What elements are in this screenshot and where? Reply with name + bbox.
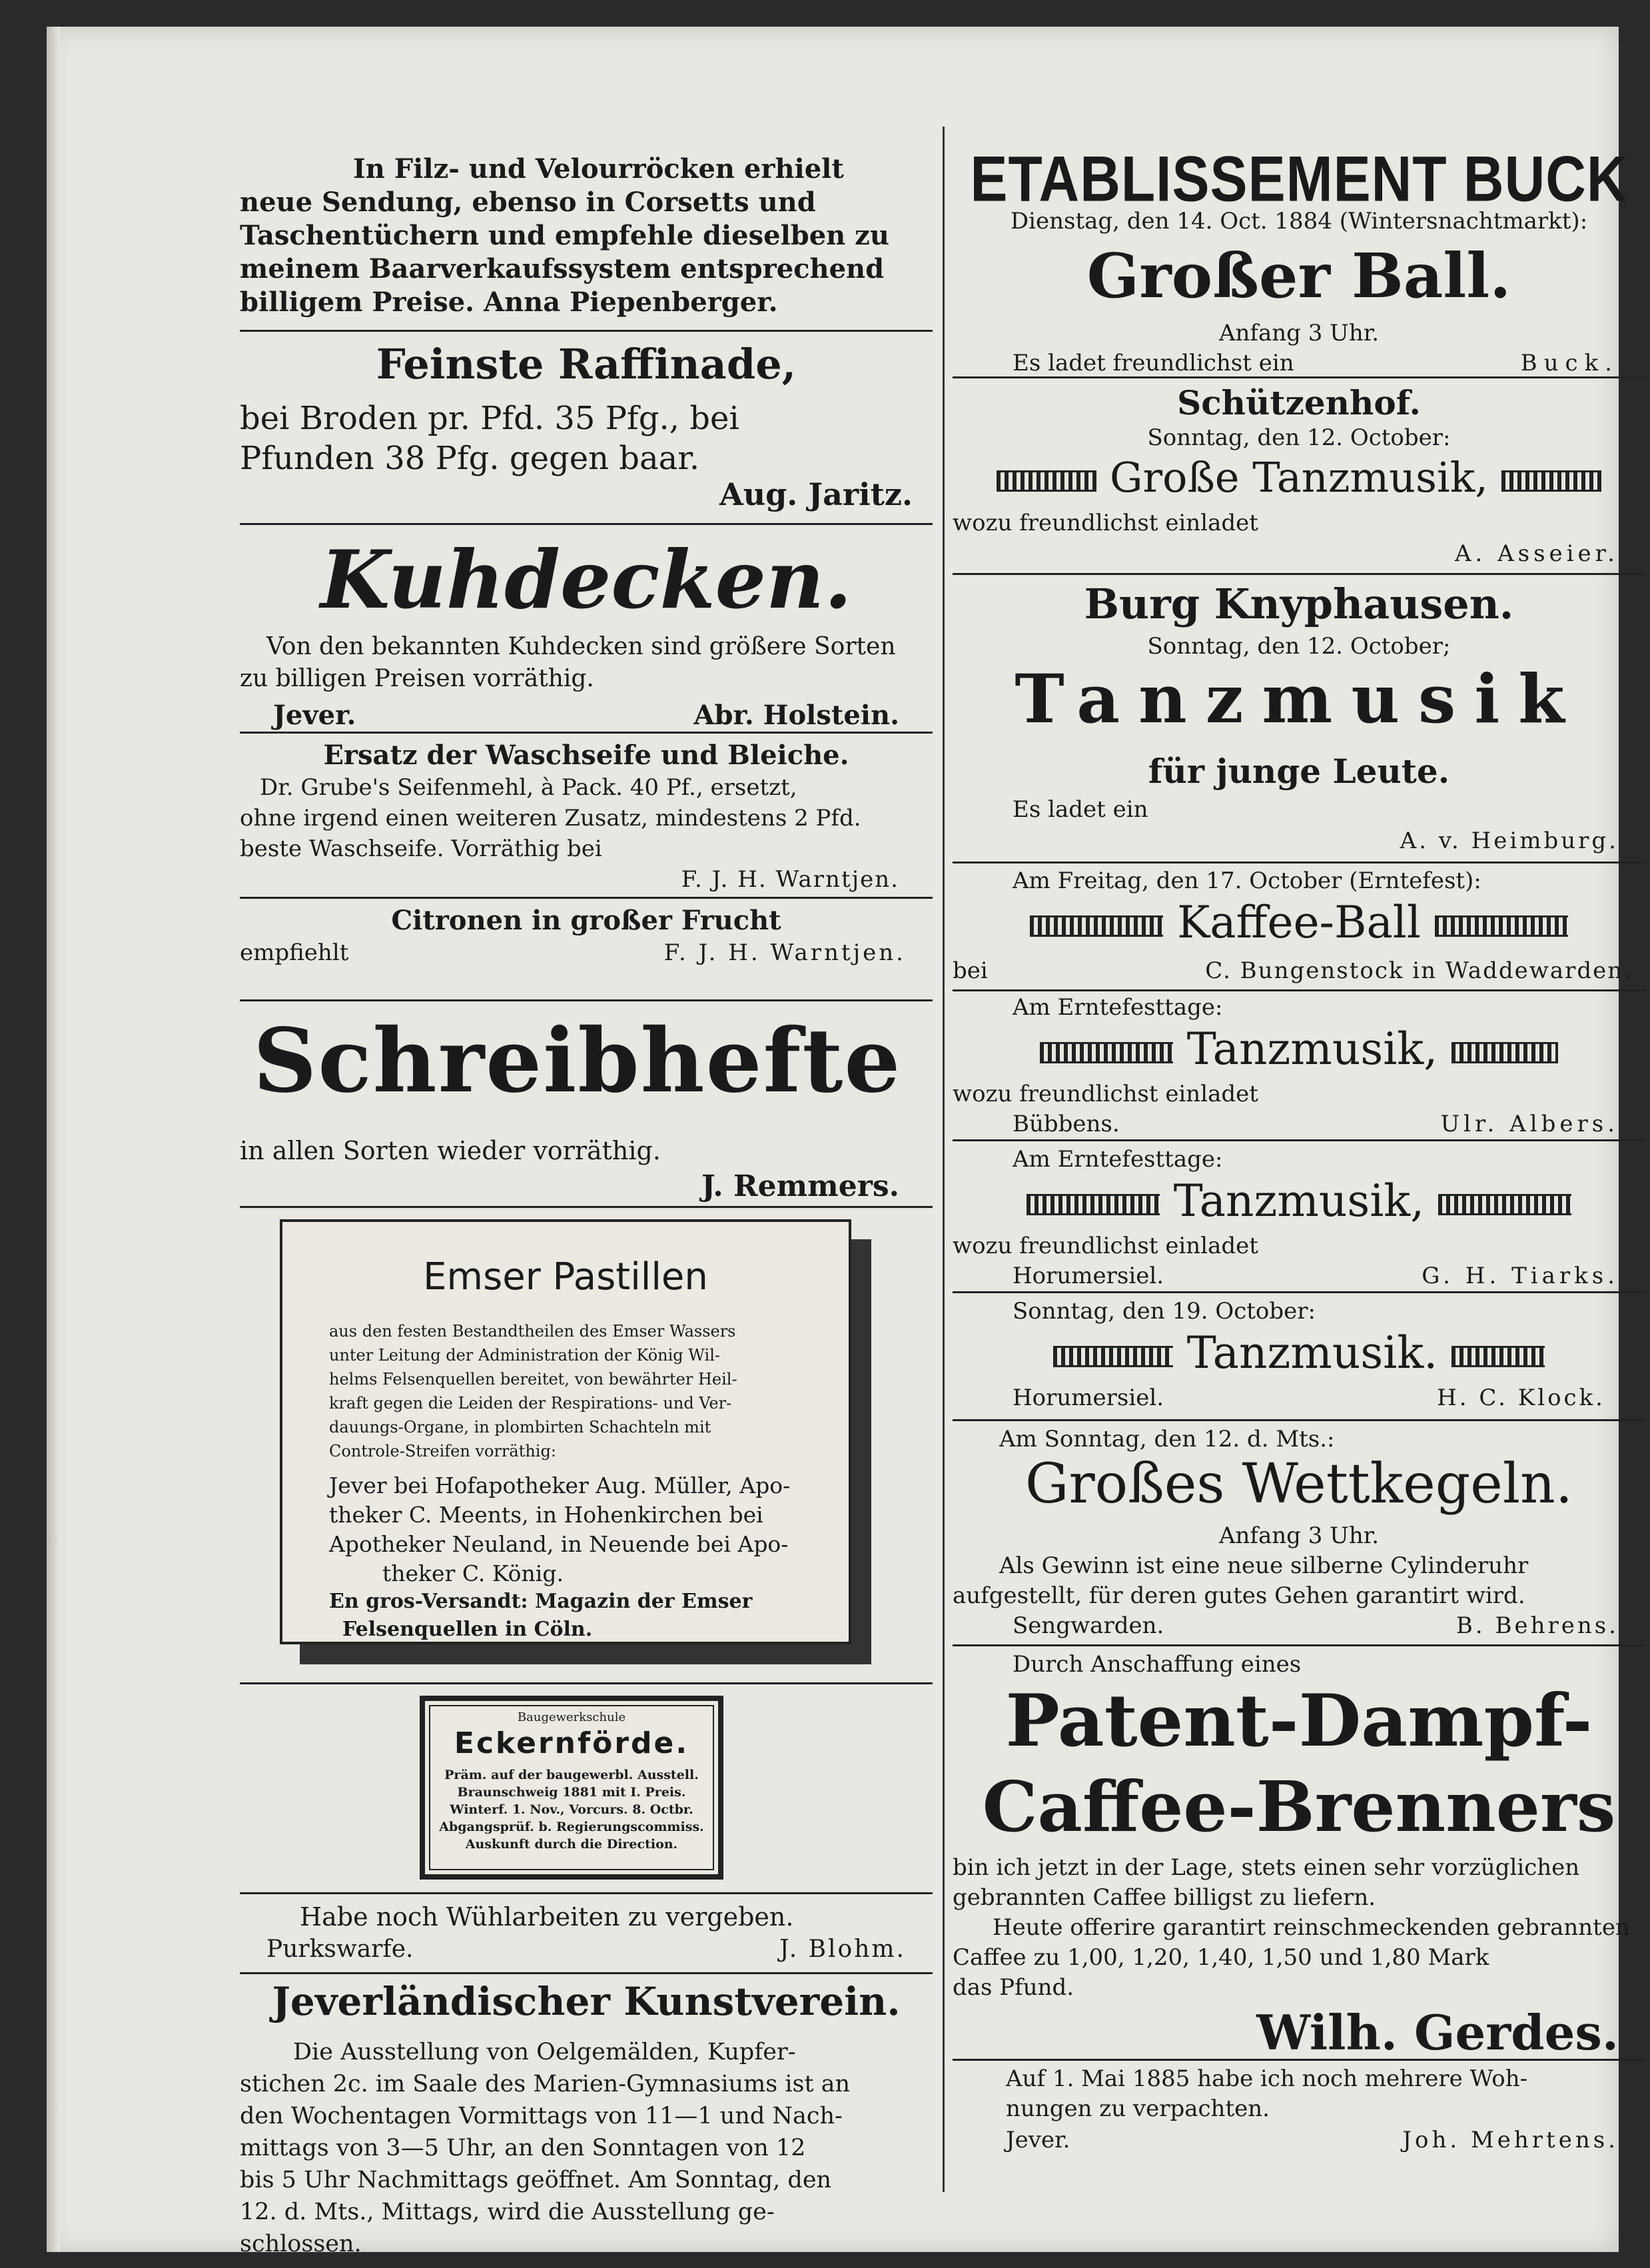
separator [240,330,933,332]
right-column [953,120,1645,2212]
separator [953,1419,1645,1421]
ad-event [953,1023,1645,1075]
ad-line: beste Waschseife. Vorräthig bei [240,836,602,862]
ad-line: unter Leitung der Administration der König Wil- [329,1346,720,1365]
ad-line: Jever bei Hofapotheker Aug. Müller, Apo- [329,1472,791,1498]
ad-line: In Filz- und Velourröcken erhielt [353,153,844,185]
ad-place: Sengwarden. [1013,1612,1164,1639]
ad-title: ETABLISSEMENT BUCK [970,142,1628,215]
ad-line: bei Broden pr. Pfd. 35 Pfg., bei [240,400,739,437]
ad-signature: G. H. Tiarks. [1422,1263,1619,1289]
event-text: Tanzmusik, [1173,1175,1425,1227]
ad-kunstverein [240,1979,933,2259]
ad-line: bis 5 Uhr Nachmittags geöffnet. Am Sonntag, den [240,2167,832,2193]
ad-line: den Wochentagen Vormittags von 11—1 und Nach- [240,2103,843,2129]
event-text: Tanzmusik, [1186,1023,1438,1075]
ad-line: Auf 1. Mai 1885 habe ich noch mehrere Woh- [1006,2065,1528,2092]
ad-burg-knyphausen [953,580,1645,859]
ad-title: Eckernförde. [454,1726,689,1760]
ad-line: billigem Preise. Anna Piepenberger. [240,286,778,318]
ad-line: Taschentüchern und empfehle dieselben zu [240,220,889,251]
ad-line: das Pfund. [953,1974,1074,2001]
ad-event [953,897,1645,948]
ad-title: Emser Pastillen [423,1255,708,1299]
ornament-right [1501,470,1601,492]
ornament-right [1451,1042,1558,1063]
ad-line: Sonntag, den 12. October; [1147,633,1451,660]
ad-line: Sonntag, den 19. October: [1013,1298,1316,1325]
separator [953,2059,1645,2061]
ad-signature: H. C. Klock. [1437,1385,1605,1411]
ad-line: Am Sonntag, den 12. d. Mts.: [999,1426,1335,1452]
ad-gerdes [953,1651,1645,2064]
ad-line: wozu freundlichst einladet [953,510,1258,536]
ad-line: gebrannten Caffee billigst zu liefern. [953,1884,1376,1911]
ad-line: Am Erntefesttage: [1013,1146,1223,1173]
ad-line: mittags von 3—5 Uhr, an den Sonntagen von 12 [240,2135,806,2161]
ornament-right [1451,1346,1545,1367]
ad-mehrtens [953,2065,1645,2172]
separator [240,1892,933,1894]
ad-raffinade [240,340,933,512]
ad-line: schlossen. [240,2231,362,2257]
ad-line: bei [953,957,988,984]
ad-line: theker C. Meents, in Hohenkirchen bei [329,1502,763,1528]
ad-place: Jever. [1006,2127,1070,2153]
ad-place: Jever. [273,700,356,731]
ad-event: Großes Wettkegeln. [1025,1452,1573,1516]
ad-line: 12. d. Mts., Mittags, wird die Ausstellung ge- [240,2199,775,2225]
ornament-left [1027,1194,1160,1215]
ad-line: für junge Leute. [1148,752,1450,791]
ornament-right [1438,1194,1571,1215]
ad-line: meinem Baarverkaufssystem entsprechend [240,253,885,284]
ad-line: nungen zu verpachten. [1006,2095,1270,2122]
ad-line: Auskunft durch die Direction. [465,1837,678,1852]
ad-event [953,453,1645,502]
ad-line: Präm. auf der baugewerbl. Ausstell. [444,1768,699,1782]
ad-line: kraft gegen die Leiden der Respirations- und Ver- [329,1394,732,1413]
ad-event: Tanzmusik [1015,660,1583,738]
ad-signature: F. J. H. Warntjen. [663,939,906,966]
separator [240,999,933,1001]
ad-line: Dienstag, den 14. Oct. 1884 (Wintersnachtmarkt): [1010,208,1588,235]
ad-line: helms Felsenquellen bereitet, von bewährter Heil- [329,1370,737,1389]
ad-emser-pastillen [280,1219,851,1644]
ad-line: Braunschweig 1881 mit I. Preis. [457,1785,686,1800]
ad-baugewerkschule [420,1696,723,1880]
ad-line: Winterf. 1. Nov., Vorcurs. 8. Octbr. [450,1802,693,1817]
ad-wettkegeln [953,1426,1645,1639]
ad-schuetzenhof [953,383,1645,570]
separator [953,1291,1645,1293]
ad-signature: Abr. Holstein. [693,700,899,731]
ad-line: aus den festen Bestandtheilen des Emser Wassers [329,1322,736,1341]
ad-schreibhefte [240,1009,933,1216]
ad-title: Feinste Raffinade, [376,340,797,388]
separator [240,523,933,525]
ad-line: Dr. Grube's Seifenmehl, à Pack. 40 Pf., ersetzt, [260,774,797,801]
ad-line: Sonntag, den 12. October: [1147,424,1451,451]
ad-etablissement-buck [953,142,1645,400]
ad-signature: F. J. H. Warntjen. [681,866,899,893]
ad-line: Von den bekannten Kuhdecken sind größere Sorten [266,633,896,660]
separator [240,1206,933,1208]
ad-line: Habe noch Wühlarbeiten zu vergeben. [300,1902,794,1932]
ad-line: ohne irgend einen weiteren Zusatz, mindestens 2 Pfd. [240,805,861,832]
left-column [240,120,933,2257]
ad-line: aufgestellt, für deren gutes Gehen garantirt wird. [953,1582,1525,1609]
ad-signature: A. v. Heimburg. [1400,828,1619,854]
ad-signature: Wilh. Gerdes. [1256,2004,1619,2061]
ad-line: Baugewerkschule [517,1710,626,1724]
ad-title: Kuhdecken. [320,533,852,627]
ad-line: bin ich jetzt in der Lage, stets einen sehr vorzüglichen [953,1854,1580,1881]
ad-signature: J. Remmers. [701,1169,899,1203]
ad-line: Am Freitag, den 17. October (Erntefest): [1013,867,1481,894]
separator [240,897,933,899]
ad-line: wozu freundlichst einladet [953,1081,1258,1107]
ad-signature: Ulr. Albers. [1440,1111,1619,1137]
ad-line: Felsenquellen in Cöln. [342,1618,593,1641]
ad-line: in allen Sorten wieder vorräthig. [240,1136,661,1165]
ad-event [953,1175,1645,1227]
ad-line: Anfang 3 Uhr. [1218,320,1380,346]
ad-signature: J. Blohm. [779,1936,906,1963]
ad-signature: A. Asseier. [1454,540,1619,567]
separator [953,376,1645,378]
separator [953,1644,1645,1646]
ad-line: Apotheker Neuland, in Neuende bei Apo- [329,1531,789,1557]
separator [953,861,1645,863]
ad-place: Bübbens. [1013,1111,1120,1137]
newspaper-page [47,27,1632,2257]
ad-kaffee-ball [953,867,1645,987]
ad-tanzmusik-klock [953,1298,1645,1418]
ad-line: Pfunden 38 Pfg. gegen baar. [240,440,700,477]
ad-line: Controle-Streifen vorräthig: [329,1442,556,1460]
ad-signature: Buck. [1520,350,1619,376]
ad-place: Horumersiel. [1013,1385,1164,1411]
ad-line: stichen 2c. im Saale des Marien-Gymnasiums ist an [240,2071,851,2097]
ad-line: Am Erntefesttage: [1013,994,1223,1021]
event-text: Kaffee-Ball [1176,897,1422,948]
ad-title: Schreibhefte [253,1009,902,1113]
ad-line: Es ladet freundlichst ein [1013,350,1294,376]
separator [953,989,1645,991]
ad-line: Es ladet ein [1013,796,1148,823]
separator [953,1139,1645,1141]
ad-signature: B. Behrens. [1455,1612,1619,1639]
ad-line: Durch Anschaffung eines [1013,1651,1302,1678]
event-text: Tanzmusik. [1186,1327,1438,1379]
ad-signature: Joh. Mehrtens. [1402,2127,1619,2153]
ad-piepenberger [240,153,933,326]
separator [240,1682,933,1684]
ornament-left [1053,1346,1173,1367]
ad-line: Caffee zu 1,00, 1,20, 1,40, 1,50 und 1,80 Mark [953,1944,1489,1971]
ornament-left [997,470,1096,492]
separator [953,573,1645,575]
ad-place: Horumersiel. [1013,1263,1164,1289]
ad-event: Großer Ball. [1086,240,1511,312]
ad-line: empfiehlt [240,939,349,966]
ad-line: En gros-Versandt: Magazin der Emser [329,1590,753,1613]
ad-title: Patent-Dampf- [1005,1679,1593,1763]
separator [240,1972,933,1974]
column-divider [943,127,945,2192]
ad-line: theker C. König. [382,1560,564,1586]
ad-line: wozu freundlichst einladet [953,1233,1258,1259]
ad-line: Heute offerire garantirt reinschmeckenden gebrannten [993,1914,1630,1941]
ad-place: Purkswarfe. [266,1936,414,1963]
ad-title: Jeverländischer Kunstverein. [272,1979,901,2024]
ad-citronen [240,905,933,978]
ad-title: Citronen in großer Frucht [391,905,781,936]
ad-line: Die Ausstellung von Oelgemälden, Kupfer- [293,2039,796,2065]
ornament-left [1040,1042,1173,1063]
ad-signature: C. Bungenstock in Waddewarden. [1205,957,1632,984]
ornament-left [1030,915,1163,937]
ad-title: Schützenhof. [1177,383,1421,422]
ad-line: Als Gewinn ist eine neue silberne Cylinderuhr [999,1552,1529,1579]
ad-line: dauungs-Organe, in plombirten Schachteln mit [329,1418,711,1436]
ad-event [953,1327,1645,1379]
ad-signature: Aug. Jaritz. [719,476,913,512]
ad-line: Anfang 3 Uhr. [1218,1522,1380,1549]
ornament-right [1435,915,1568,937]
ad-line: neue Sendung, ebenso in Corsetts und [240,187,816,218]
ad-blohm [240,1902,933,1976]
ad-title: Burg Knyphausen. [1084,580,1514,628]
separator [240,732,933,734]
ad-title: Ersatz der Waschseife und Bleiche. [323,740,849,771]
event-text: Große Tanzmusik, [1109,453,1489,502]
ad-title: Caffee-Brenners [982,1766,1616,1848]
ad-line: zu billigen Preisen vorräthig. [240,665,594,692]
ad-line: Abgangsprüf. b. Regierungscommiss. [439,1820,704,1834]
